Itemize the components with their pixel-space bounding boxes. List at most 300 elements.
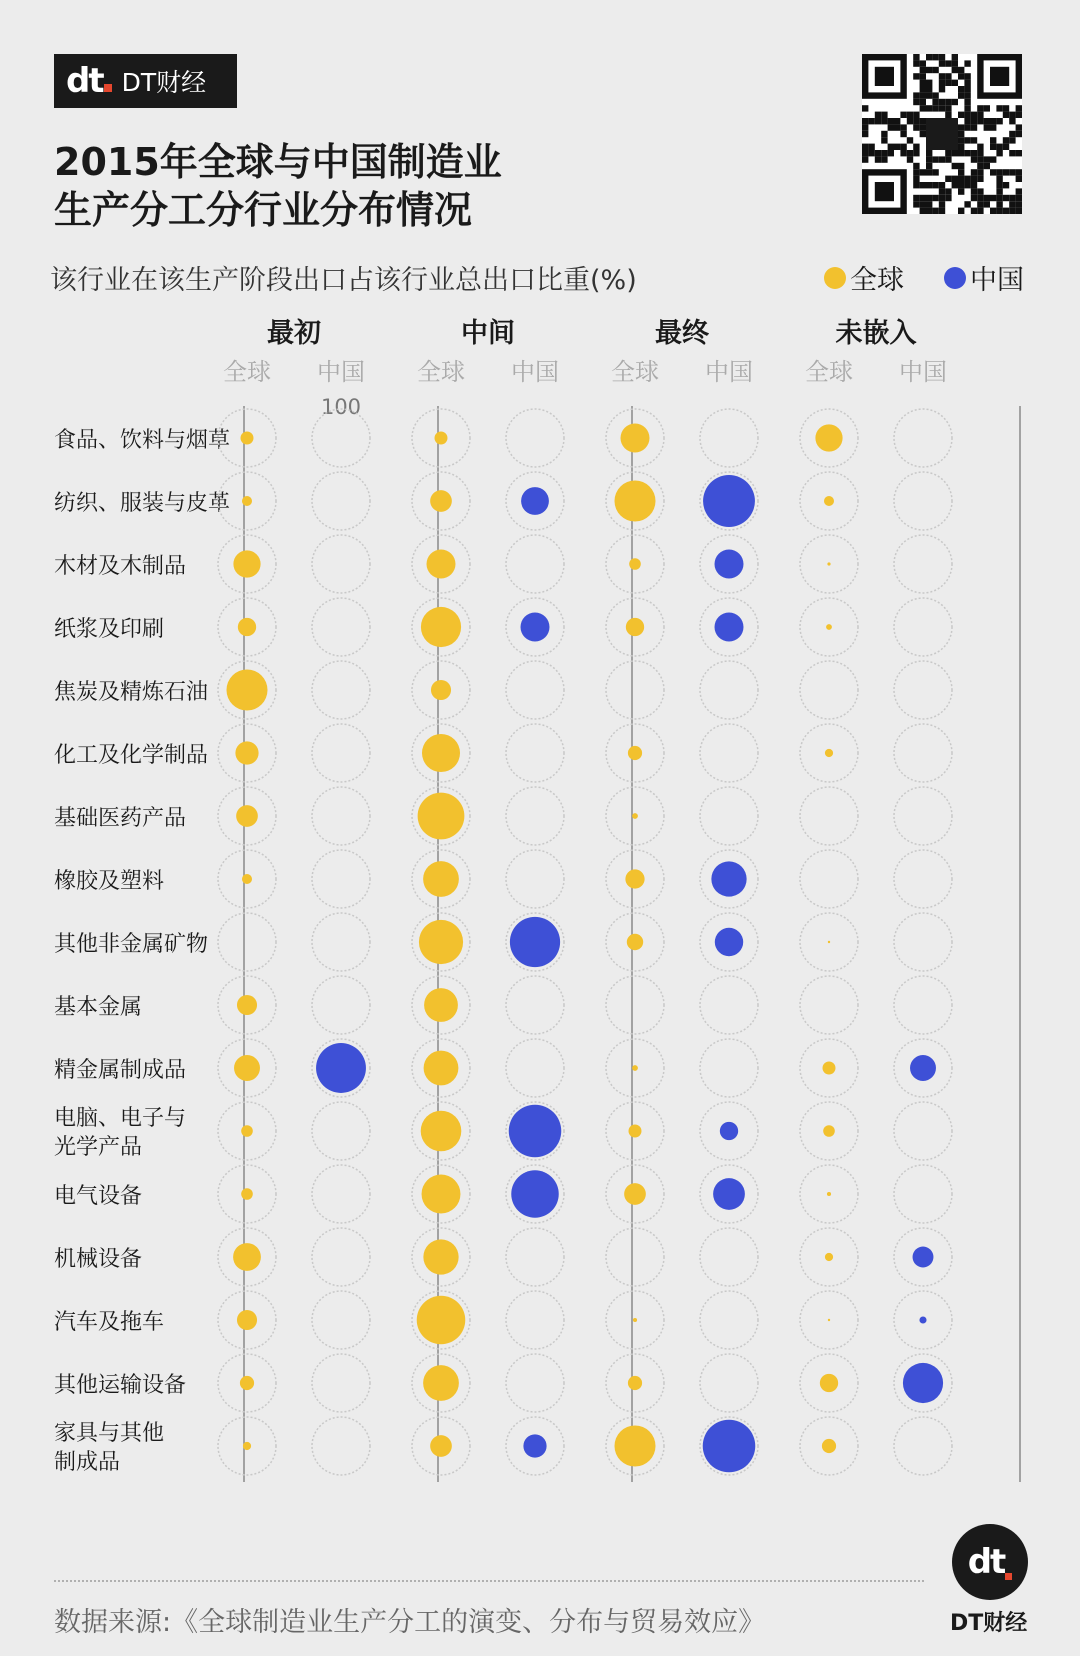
bubble-global bbox=[417, 1296, 466, 1345]
legend bbox=[784, 258, 1024, 297]
reference-ring bbox=[506, 661, 564, 719]
reference-ring bbox=[506, 1354, 564, 1412]
series-subheader: 全球 bbox=[611, 358, 659, 386]
qr-module bbox=[939, 182, 945, 188]
qr-module bbox=[958, 150, 964, 156]
qr-module bbox=[964, 124, 970, 130]
qr-module bbox=[952, 150, 958, 156]
qr-module bbox=[920, 73, 926, 79]
reference-ring bbox=[894, 976, 952, 1034]
qr-module bbox=[952, 182, 958, 188]
qr-module bbox=[939, 156, 945, 162]
reference-ring bbox=[312, 661, 370, 719]
qr-module bbox=[875, 112, 881, 118]
reference-ring bbox=[312, 1291, 370, 1349]
qr-module bbox=[920, 124, 926, 130]
qr-module bbox=[990, 144, 996, 150]
reference-ring bbox=[506, 724, 564, 782]
qr-module bbox=[920, 131, 926, 137]
qr-module bbox=[964, 176, 970, 182]
qr-module bbox=[926, 156, 932, 162]
stage-header: 最初 bbox=[267, 318, 321, 349]
reference-ring bbox=[312, 724, 370, 782]
bubble-china bbox=[715, 550, 744, 579]
qr-module bbox=[926, 201, 932, 207]
bubble-global bbox=[242, 874, 252, 884]
reference-ring bbox=[894, 409, 952, 467]
qr-module bbox=[964, 73, 970, 79]
qr-module bbox=[881, 118, 887, 124]
bubble-china bbox=[521, 487, 549, 515]
qr-module bbox=[1016, 169, 1022, 175]
reference-ring bbox=[312, 598, 370, 656]
qr-module bbox=[932, 54, 938, 60]
bubble-global bbox=[624, 1183, 646, 1205]
bubble-global bbox=[241, 432, 254, 445]
qr-module bbox=[907, 137, 913, 143]
qr-module bbox=[862, 124, 868, 130]
bubble-global bbox=[632, 1065, 638, 1071]
qr-module bbox=[964, 112, 970, 118]
qr-module bbox=[926, 163, 932, 169]
qr-module bbox=[952, 99, 958, 105]
qr-module bbox=[939, 195, 945, 201]
bubble-global bbox=[627, 934, 643, 950]
qr-module bbox=[964, 150, 970, 156]
qr-module bbox=[907, 156, 913, 162]
series-subheader: 中国 bbox=[705, 358, 753, 386]
qr-module bbox=[958, 137, 964, 143]
reference-ring bbox=[312, 850, 370, 908]
reference-ring bbox=[700, 661, 758, 719]
brand-badge-icon: dt bbox=[952, 1524, 1028, 1600]
bubble-global bbox=[815, 424, 842, 451]
qr-module bbox=[977, 150, 983, 156]
qr-module bbox=[952, 80, 958, 86]
bubble-china bbox=[523, 1434, 546, 1457]
bubble-global bbox=[233, 550, 260, 577]
reference-ring bbox=[506, 409, 564, 467]
bubble-china bbox=[715, 928, 743, 956]
qr-module bbox=[926, 80, 932, 86]
reference-ring bbox=[894, 913, 952, 971]
industry-label: 化工及化学制品 bbox=[54, 743, 209, 768]
qr-module bbox=[990, 118, 996, 124]
reference-ring bbox=[700, 1039, 758, 1097]
qr-module bbox=[996, 118, 1002, 124]
qr-module bbox=[996, 144, 1002, 150]
qr-module bbox=[964, 99, 970, 105]
bubble-global bbox=[423, 1239, 458, 1274]
reference-ring bbox=[800, 850, 858, 908]
bubble-global bbox=[241, 1188, 253, 1200]
bubble-china bbox=[903, 1363, 943, 1403]
qr-module bbox=[939, 188, 945, 194]
industry-label: 纺织、服装与皮革 bbox=[54, 491, 231, 516]
qr-module bbox=[958, 92, 964, 98]
bubble-global bbox=[621, 424, 650, 453]
qr-module bbox=[945, 112, 951, 118]
qr-module bbox=[1003, 169, 1009, 175]
qr-module bbox=[907, 150, 913, 156]
reference-ring bbox=[800, 787, 858, 845]
series-subheader: 全球 bbox=[805, 358, 853, 386]
qr-module bbox=[958, 188, 964, 194]
qr-module bbox=[977, 201, 983, 207]
qr-module bbox=[977, 112, 983, 118]
qr-module bbox=[920, 67, 926, 73]
qr-module bbox=[939, 86, 945, 92]
qr-module bbox=[958, 176, 964, 182]
qr-module bbox=[881, 150, 887, 156]
qr-module bbox=[971, 182, 977, 188]
qr-module bbox=[952, 67, 958, 73]
qr-module bbox=[958, 131, 964, 137]
footer-divider bbox=[54, 1580, 924, 1582]
qr-module bbox=[926, 54, 932, 60]
industry-label: 基础医药产品 bbox=[54, 806, 187, 831]
bubble-global bbox=[237, 995, 257, 1015]
reference-ring bbox=[894, 598, 952, 656]
legend-label-china: 中国 bbox=[970, 265, 1024, 296]
qr-module bbox=[888, 118, 894, 124]
bubble-china bbox=[913, 1247, 934, 1268]
reference-ring bbox=[894, 1102, 952, 1160]
qr-module bbox=[894, 118, 900, 124]
stage-header: 中间 bbox=[461, 318, 515, 349]
qr-module bbox=[913, 54, 919, 60]
bubble-global bbox=[422, 734, 460, 772]
industry-label: 木材及木制品 bbox=[54, 554, 187, 579]
reference-ring bbox=[312, 1165, 370, 1223]
chart-subtitle: 该行业在该生产阶段出口占该行业总出口比重(%) bbox=[50, 265, 637, 296]
reference-ring bbox=[312, 787, 370, 845]
bubble-china bbox=[703, 1420, 756, 1473]
qr-module bbox=[920, 182, 926, 188]
qr-module bbox=[996, 182, 1002, 188]
qr-module bbox=[932, 99, 938, 105]
qr-module bbox=[1016, 105, 1022, 111]
legend-swatch-global bbox=[824, 267, 846, 289]
qr-module bbox=[939, 201, 945, 207]
bubble-global bbox=[827, 562, 830, 565]
reference-ring bbox=[606, 1228, 664, 1286]
qr-module bbox=[932, 92, 938, 98]
qr-module bbox=[862, 156, 868, 162]
qr-module bbox=[1016, 150, 1022, 156]
series-subheader: 中国 bbox=[317, 358, 365, 386]
bubble-global bbox=[629, 558, 641, 570]
qr-module bbox=[984, 201, 990, 207]
qr-module bbox=[926, 169, 932, 175]
reference-ring bbox=[894, 787, 952, 845]
bubble-global bbox=[625, 869, 644, 888]
qr-module bbox=[868, 150, 874, 156]
qr-module bbox=[984, 195, 990, 201]
qr-module bbox=[990, 137, 996, 143]
qr-module bbox=[945, 99, 951, 105]
qr-module bbox=[1009, 208, 1015, 214]
bubble-global bbox=[614, 480, 655, 521]
bubble-china bbox=[919, 1316, 926, 1323]
qr-module bbox=[1016, 176, 1022, 182]
qr-module bbox=[1009, 150, 1015, 156]
industry-label: 基本金属 bbox=[54, 995, 143, 1020]
industry-label: 其他运输设备 bbox=[54, 1373, 187, 1398]
qr-module bbox=[952, 54, 958, 60]
qr-module bbox=[964, 105, 970, 111]
qr-module bbox=[862, 105, 868, 111]
bubble-china bbox=[713, 1178, 745, 1210]
bubble-global bbox=[236, 805, 258, 827]
qr-module bbox=[945, 105, 951, 111]
reference-ring bbox=[312, 472, 370, 530]
bubble-global bbox=[233, 1243, 261, 1271]
industry-label: 汽车及拖车 bbox=[54, 1310, 165, 1335]
reference-ring bbox=[700, 787, 758, 845]
brand-logo bbox=[54, 54, 237, 108]
qr-module bbox=[996, 195, 1002, 201]
qr-module bbox=[996, 201, 1002, 207]
bubble-global bbox=[240, 1376, 254, 1390]
bubble-global bbox=[421, 607, 461, 647]
qr-module bbox=[952, 60, 958, 66]
qr-module bbox=[1016, 188, 1022, 194]
qr-module bbox=[1003, 144, 1009, 150]
qr-module bbox=[881, 156, 887, 162]
qr-module bbox=[862, 150, 868, 156]
qr-module bbox=[920, 195, 926, 201]
qr-module bbox=[964, 201, 970, 207]
qr-module bbox=[1009, 195, 1015, 201]
bubble-global bbox=[633, 1318, 637, 1322]
bubble-global bbox=[235, 741, 258, 764]
qr-module bbox=[971, 156, 977, 162]
qr-module bbox=[939, 208, 945, 214]
qr-module bbox=[926, 67, 932, 73]
bubble-global bbox=[632, 813, 638, 819]
qr-module bbox=[1003, 182, 1009, 188]
bubble-global bbox=[822, 1439, 836, 1453]
qr-module bbox=[958, 86, 964, 92]
reference-ring bbox=[312, 913, 370, 971]
reference-ring bbox=[506, 1291, 564, 1349]
qr-module bbox=[996, 105, 1002, 111]
industry-label: 电脑、电子与光学产品 bbox=[54, 1106, 187, 1160]
qr-module bbox=[984, 156, 990, 162]
qr-module bbox=[913, 195, 919, 201]
qr-module bbox=[1016, 131, 1022, 137]
qr-module bbox=[964, 80, 970, 86]
reference-ring bbox=[506, 1039, 564, 1097]
qr-module bbox=[932, 169, 938, 175]
qr-module bbox=[888, 124, 894, 130]
qr-code-icon bbox=[862, 54, 1022, 214]
qr-module bbox=[862, 131, 868, 137]
qr-module bbox=[881, 137, 887, 143]
title-line-2: 生产分工分行业分布情况 bbox=[54, 188, 473, 232]
qr-module bbox=[958, 182, 964, 188]
qr-module bbox=[939, 73, 945, 79]
qr-module bbox=[913, 150, 919, 156]
reference-ring bbox=[894, 661, 952, 719]
qr-module bbox=[996, 188, 1002, 194]
qr-module bbox=[939, 54, 945, 60]
bubble-china bbox=[910, 1055, 936, 1081]
bubble-china bbox=[509, 1105, 562, 1158]
qr-module bbox=[996, 208, 1002, 214]
qr-module bbox=[939, 99, 945, 105]
industry-label: 橡胶及塑料 bbox=[54, 869, 165, 894]
bubble-china bbox=[715, 613, 744, 642]
qr-module bbox=[971, 150, 977, 156]
bubble-global bbox=[435, 432, 448, 445]
qr-module bbox=[945, 73, 951, 79]
industry-label: 精金属制成品 bbox=[54, 1058, 187, 1083]
qr-module bbox=[964, 118, 970, 124]
stage-header: 未嵌入 bbox=[835, 318, 917, 349]
qr-module bbox=[868, 144, 874, 150]
qr-module bbox=[900, 112, 906, 118]
bubble-global bbox=[418, 793, 465, 840]
qr-module bbox=[926, 195, 932, 201]
bubble-global bbox=[243, 1442, 251, 1450]
qr-module bbox=[875, 156, 881, 162]
bubble-global bbox=[423, 1365, 459, 1401]
reference-ring bbox=[800, 976, 858, 1034]
series-subheader: 中国 bbox=[511, 358, 559, 386]
reference-ring bbox=[312, 1354, 370, 1412]
qr-module bbox=[984, 124, 990, 130]
reference-ring bbox=[606, 661, 664, 719]
bubble-china bbox=[711, 861, 746, 896]
bubble-global bbox=[628, 746, 642, 760]
reference-ring bbox=[894, 1165, 952, 1223]
bubble-global bbox=[234, 1055, 260, 1081]
qr-module bbox=[888, 144, 894, 150]
qr-module bbox=[875, 118, 881, 124]
qr-module bbox=[977, 163, 983, 169]
reference-ring bbox=[700, 1228, 758, 1286]
qr-module bbox=[932, 156, 938, 162]
qr-module bbox=[977, 169, 983, 175]
qr-module bbox=[945, 60, 951, 66]
qr-module bbox=[945, 150, 951, 156]
qr-module bbox=[1009, 137, 1015, 143]
qr-module bbox=[971, 195, 977, 201]
scale-label: 100 bbox=[320, 395, 362, 419]
qr-module bbox=[958, 124, 964, 130]
qr-module bbox=[913, 176, 919, 182]
qr-module bbox=[996, 176, 1002, 182]
qr-module bbox=[913, 201, 919, 207]
qr-module bbox=[920, 60, 926, 66]
reference-ring bbox=[506, 1228, 564, 1286]
qr-module bbox=[945, 156, 951, 162]
qr-module bbox=[964, 60, 970, 66]
bubble-global bbox=[614, 1425, 655, 1466]
qr-module bbox=[862, 118, 868, 124]
legend-label-global: 全球 bbox=[850, 265, 904, 296]
bubble-china bbox=[316, 1043, 366, 1093]
bubble-global bbox=[626, 618, 644, 636]
reference-ring bbox=[312, 535, 370, 593]
qr-module bbox=[971, 118, 977, 124]
bubble-china bbox=[511, 1170, 558, 1217]
qr-module bbox=[977, 118, 983, 124]
qr-module bbox=[1009, 118, 1015, 124]
qr-module bbox=[958, 163, 964, 169]
industry-label: 纸浆及印刷 bbox=[54, 617, 165, 642]
bubble-global bbox=[826, 624, 832, 630]
qr-module bbox=[900, 150, 906, 156]
qr-module bbox=[881, 112, 887, 118]
reference-ring bbox=[312, 976, 370, 1034]
bubble-global bbox=[430, 1435, 452, 1457]
qr-module bbox=[952, 163, 958, 169]
qr-module bbox=[977, 176, 983, 182]
qr-module bbox=[984, 163, 990, 169]
qr-module bbox=[945, 176, 951, 182]
qr-module bbox=[913, 118, 919, 124]
reference-ring bbox=[800, 661, 858, 719]
qr-module bbox=[1003, 195, 1009, 201]
qr-module bbox=[926, 208, 932, 214]
qr-module bbox=[913, 182, 919, 188]
brand-badge-text: DT财经 bbox=[950, 1611, 1028, 1636]
qr-module bbox=[990, 195, 996, 201]
qr-module bbox=[900, 144, 906, 150]
qr-module bbox=[977, 156, 983, 162]
qr-module bbox=[920, 99, 926, 105]
reference-ring bbox=[700, 1354, 758, 1412]
bubble-global bbox=[431, 680, 451, 700]
bubble-global bbox=[238, 618, 256, 636]
bubble-global bbox=[423, 861, 459, 897]
bubble-global bbox=[237, 1310, 257, 1330]
qr-module bbox=[894, 124, 900, 130]
bubble-chart bbox=[0, 310, 1080, 1490]
qr-module bbox=[894, 144, 900, 150]
reference-ring bbox=[312, 1102, 370, 1160]
qr-module bbox=[977, 195, 983, 201]
bubble-global bbox=[824, 496, 834, 506]
qr-module bbox=[926, 92, 932, 98]
reference-ring bbox=[894, 850, 952, 908]
qr-module bbox=[926, 182, 932, 188]
qr-module bbox=[1016, 195, 1022, 201]
bubble-global bbox=[242, 496, 252, 506]
bubble-china bbox=[703, 475, 755, 527]
qr-module bbox=[913, 112, 919, 118]
qr-module bbox=[984, 105, 990, 111]
qr-module bbox=[1003, 105, 1009, 111]
qr-module bbox=[920, 201, 926, 207]
reference-ring bbox=[506, 850, 564, 908]
qr-module bbox=[971, 124, 977, 130]
qr-module bbox=[945, 195, 951, 201]
reference-ring bbox=[506, 976, 564, 1034]
qr-module bbox=[913, 99, 919, 105]
bubble-global bbox=[828, 1319, 830, 1321]
qr-module bbox=[977, 188, 983, 194]
qr-module bbox=[913, 163, 919, 169]
qr-module bbox=[932, 208, 938, 214]
qr-module bbox=[990, 156, 996, 162]
bubble-china bbox=[521, 613, 550, 642]
qr-module bbox=[996, 169, 1002, 175]
qr-module bbox=[1003, 137, 1009, 143]
